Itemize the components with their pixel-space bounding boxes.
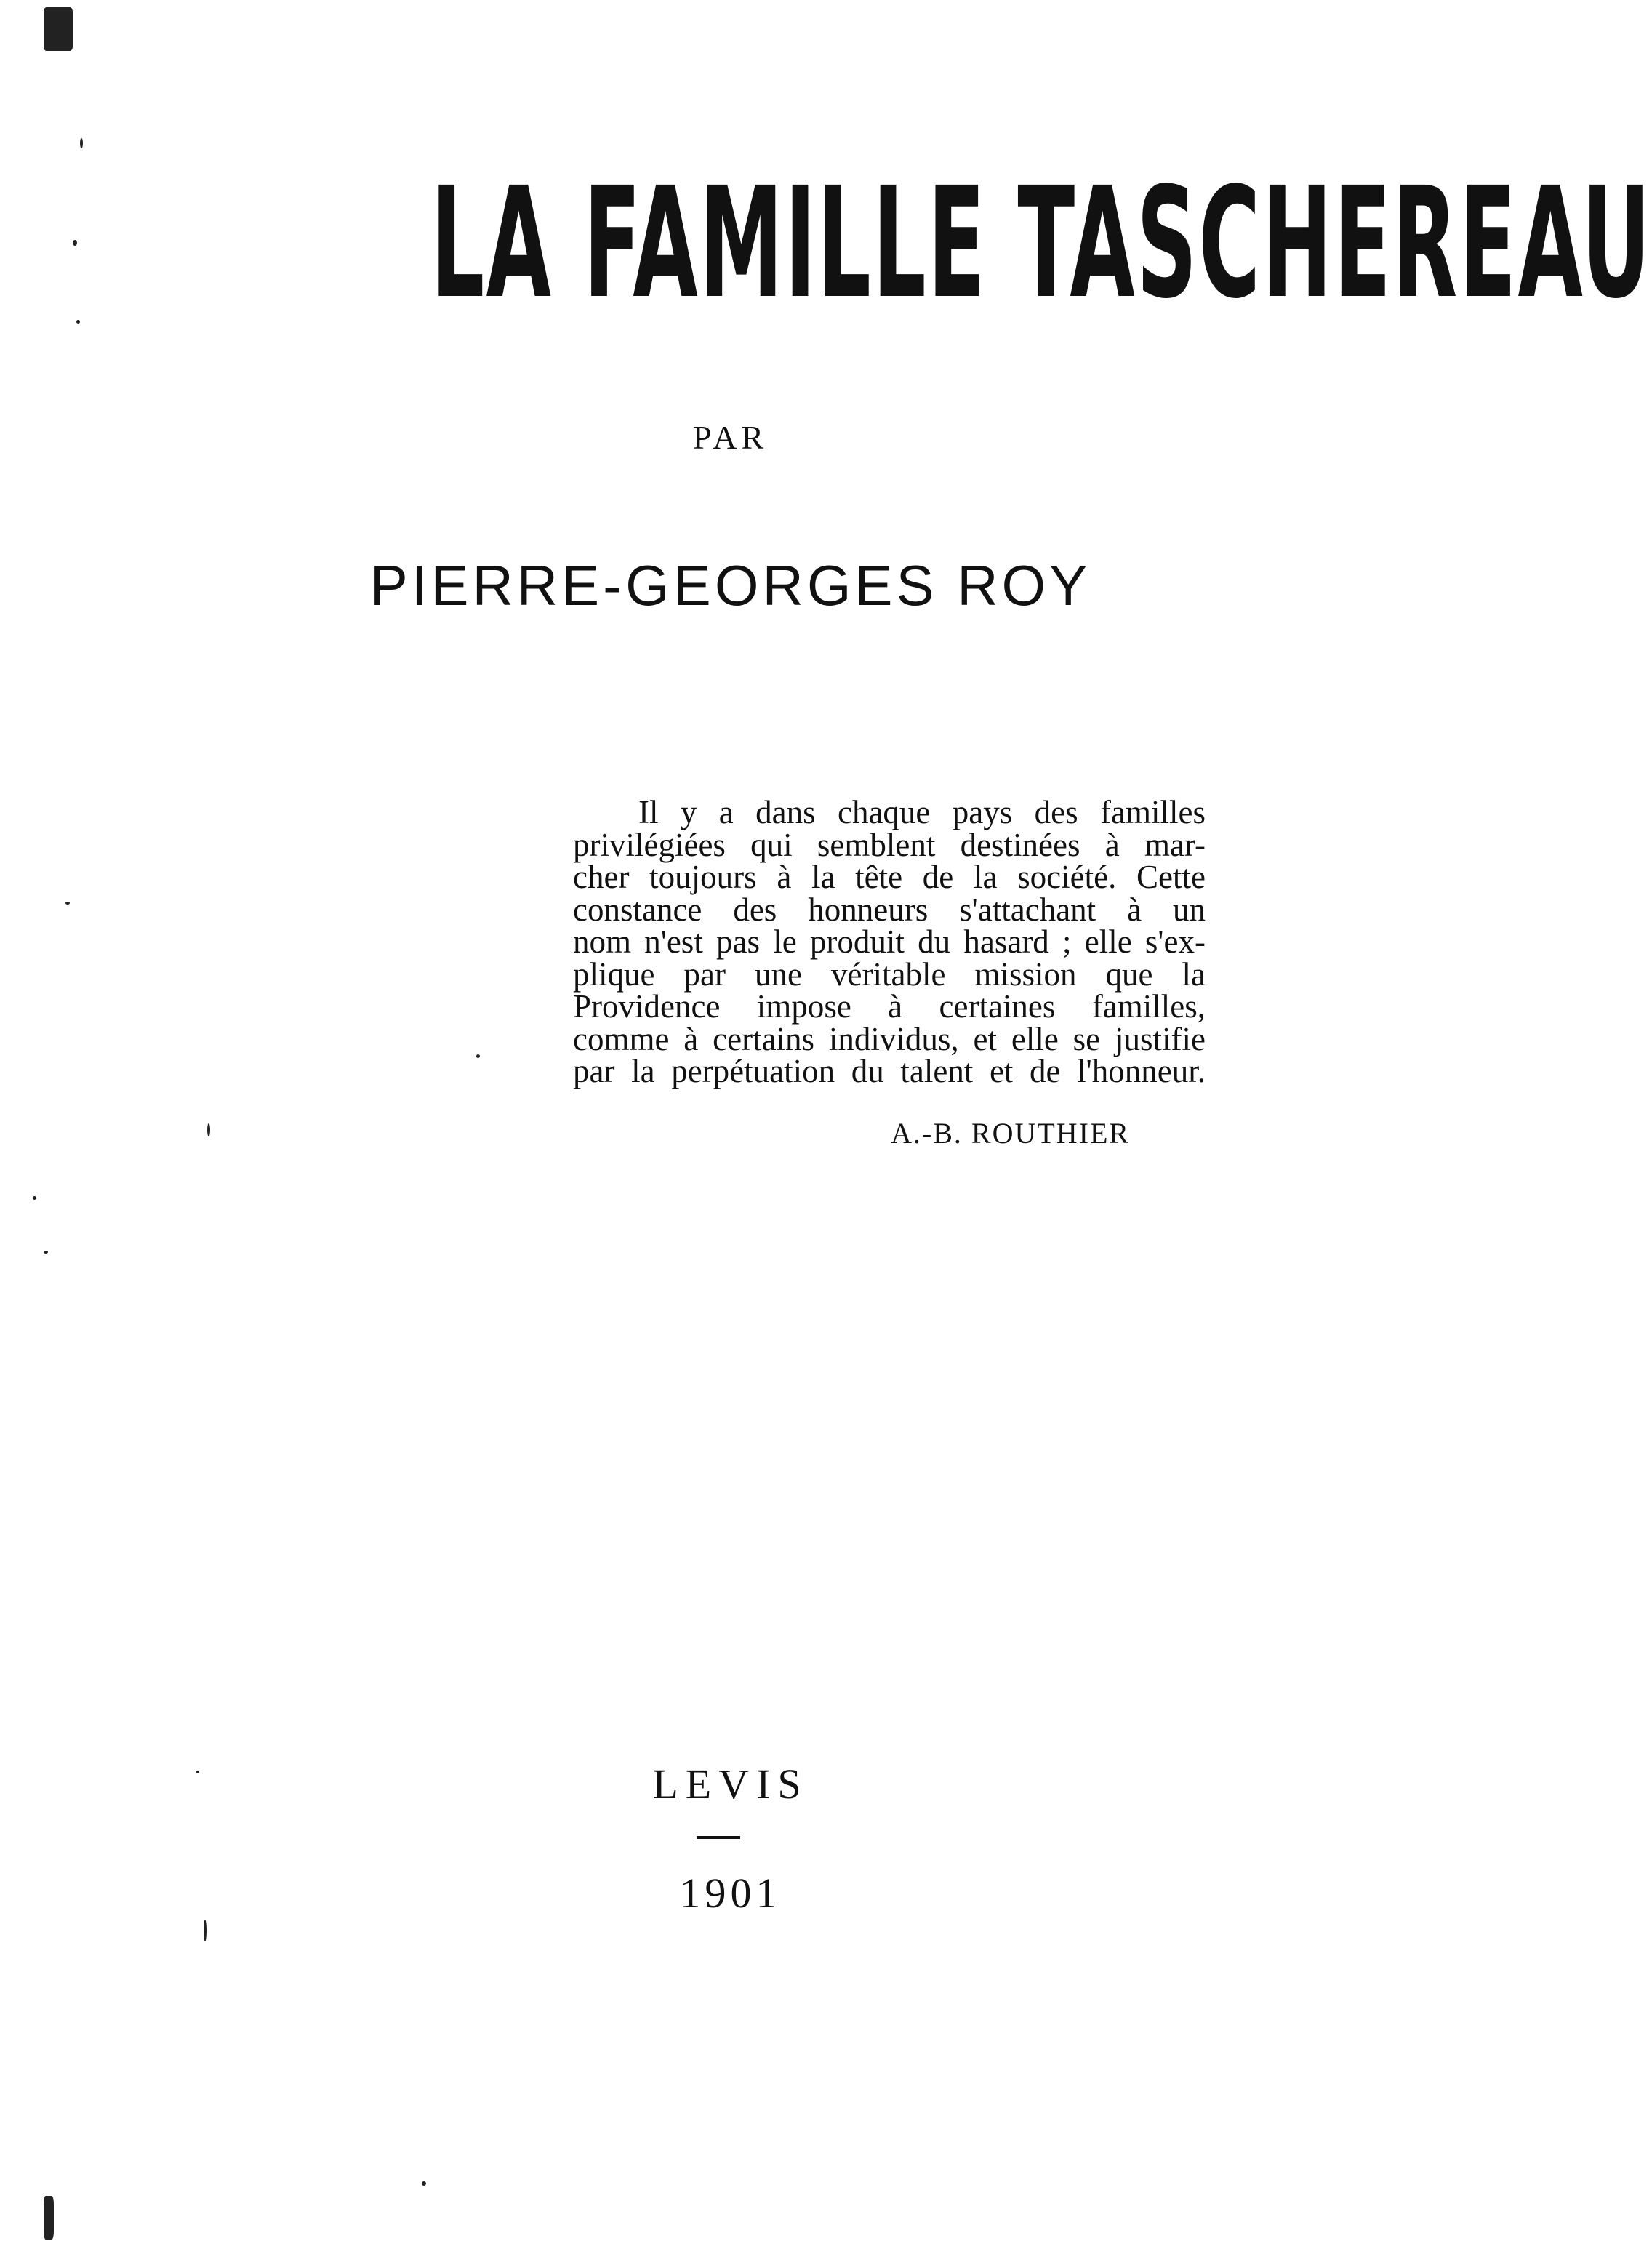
epigraph-line: nom n'est pas le produit du hasard ; elle s'ex- — [573, 923, 1206, 960]
imprint-city: LEVIS — [652, 1760, 809, 1808]
epigraph-line: par la perpétuation du talent et de l'honneur. — [573, 1053, 1206, 1089]
epigraph-line: Providence impose à certaines familles, — [573, 988, 1206, 1025]
epigraph-line: cher toujours à la tête de la société. Cette — [573, 859, 1206, 895]
scan-speck — [44, 2196, 54, 2240]
scan-speck — [196, 1771, 199, 1773]
scan-speck — [422, 2181, 426, 2186]
epigraph-line: Il y a dans chaque pays des familles — [638, 794, 1206, 830]
scan-speck — [80, 138, 83, 148]
scan-speck — [73, 240, 77, 246]
epigraph-line: plique par une véritable mission que la — [573, 955, 1206, 993]
scan-speck — [44, 7, 73, 51]
scan-speck — [33, 1196, 36, 1200]
imprint-rule — [697, 1836, 740, 1839]
by-line: PAR — [692, 419, 769, 456]
scan-speck — [65, 902, 70, 905]
scan-speck — [207, 1123, 210, 1136]
epigraph-line: comme à certains individus, et elle se justifie — [573, 1020, 1206, 1057]
epigraph — [573, 796, 1206, 1088]
scan-speck — [44, 1251, 48, 1254]
epigraph-line: constance des honneurs s'attachant à un — [573, 891, 1206, 928]
scan-speck — [476, 1054, 480, 1058]
imprint-year: 1901 — [679, 1869, 782, 1917]
epigraph-line: privilégiées qui semblent destinées à mar- — [573, 826, 1206, 863]
scan-speck — [204, 1920, 206, 1941]
author-name: PIERRE-GEORGES ROY — [369, 553, 1091, 617]
scan-speck — [76, 320, 80, 324]
epigraph-attribution: A.-B. ROUTHIER — [891, 1117, 1131, 1150]
book-title: LA FAMILLE TASCHEREAU — [430, 154, 1652, 332]
